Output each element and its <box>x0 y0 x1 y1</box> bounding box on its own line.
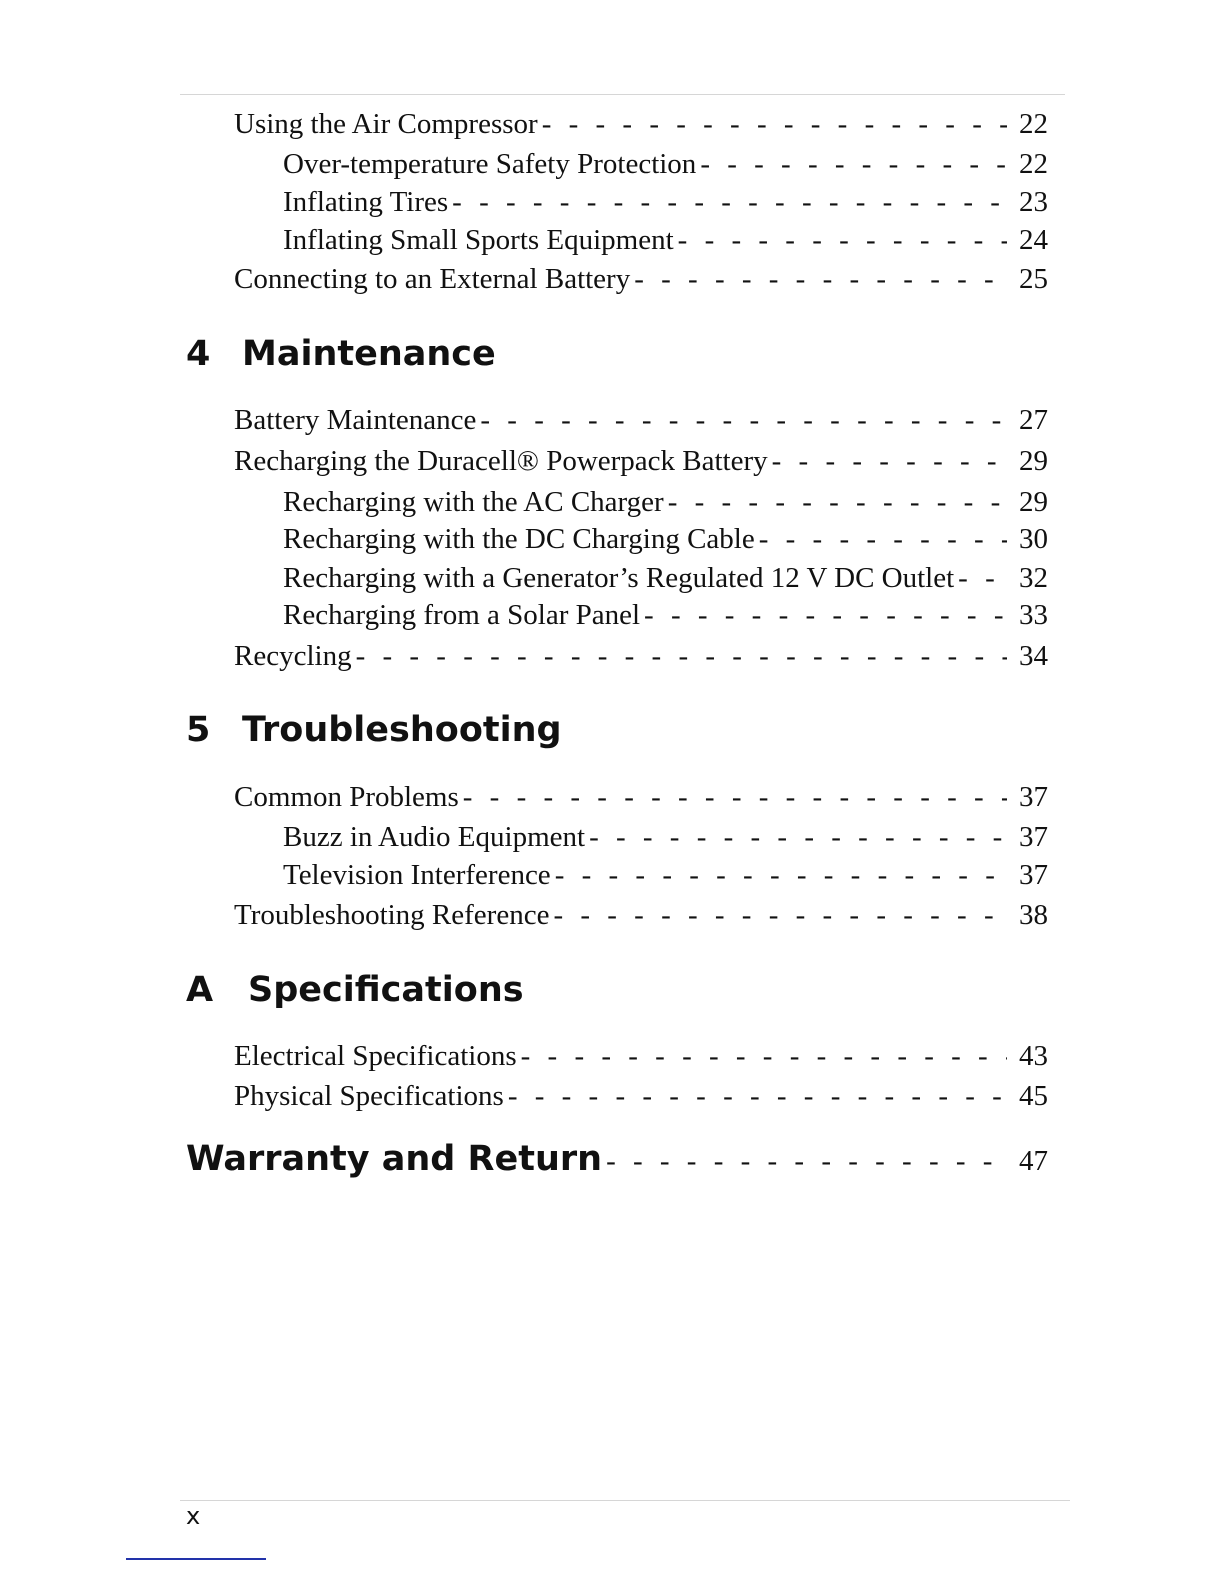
toc-entry-page: 37 <box>1019 821 1048 853</box>
dot-leader <box>772 444 1007 478</box>
dot-leader <box>555 858 1007 892</box>
toc-entry-page: 27 <box>1019 404 1048 436</box>
toc-entry-warranty[interactable] <box>186 1138 1048 1180</box>
toc-entry-page: 24 <box>1019 224 1048 256</box>
toc-entry-page: 22 <box>1019 108 1048 140</box>
toc-entry-page: 29 <box>1019 445 1048 477</box>
toc-entry-page: 34 <box>1019 640 1048 672</box>
toc-entry-page: 32 <box>1019 562 1048 594</box>
chapter-heading-troubleshooting[interactable] <box>186 709 562 751</box>
warranty-page: 47 <box>1019 1145 1048 1177</box>
toc-entry-battery-maintenance[interactable] <box>234 403 1048 437</box>
toc-entry-recycling[interactable] <box>234 639 1048 673</box>
toc-entry-label: Television Interference <box>283 859 551 891</box>
chapter-title: Troubleshooting <box>242 710 562 750</box>
toc-entry-page: 38 <box>1019 899 1048 931</box>
toc-entry-external-battery[interactable] <box>234 262 1048 296</box>
toc-entry-over-temperature[interactable] <box>283 147 1048 181</box>
toc-entry-label: Troubleshooting Reference <box>234 899 550 931</box>
dot-leader <box>463 780 1007 814</box>
toc-entry-troubleshooting-reference[interactable] <box>234 898 1048 932</box>
dot-leader <box>606 1145 1007 1178</box>
dot-leader <box>356 639 1007 673</box>
chapter-number: 5 <box>186 710 211 750</box>
toc-entry-label: Recharging from a Solar Panel <box>283 599 641 631</box>
warranty-label: Warranty and Return <box>186 1139 603 1179</box>
toc-entry-label: Battery Maintenance <box>234 404 477 436</box>
toc-entry-inflating-sports[interactable] <box>283 223 1048 257</box>
toc-entry-label: Electrical Specifications <box>234 1040 517 1072</box>
toc-entry-label: Physical Specifications <box>234 1080 504 1112</box>
toc-entry-page: 25 <box>1019 263 1048 295</box>
dot-leader <box>542 107 1007 141</box>
chapter-heading-specifications[interactable] <box>186 969 524 1011</box>
dot-leader <box>668 485 1007 519</box>
toc-entry-label: Recharging with a Generator’s Regulated 12 V DC Outlet <box>283 562 955 594</box>
toc-entry-label: Recharging with the DC Charging Cable <box>283 523 755 555</box>
toc-entry-recharging-generator[interactable] <box>283 561 1048 595</box>
toc-entry-page: 29 <box>1019 486 1048 518</box>
toc-entry-recharging-solar[interactable] <box>283 598 1048 632</box>
toc-entry-label: Inflating Small Sports Equipment <box>283 224 674 256</box>
chapter-number: A <box>186 970 214 1010</box>
toc-entry-page: 33 <box>1019 599 1048 631</box>
scan-line-bottom <box>180 1500 1070 1501</box>
toc-entry-label: Common Problems <box>234 781 459 813</box>
toc-entry-page: 37 <box>1019 859 1048 891</box>
toc-entry-page: 37 <box>1019 781 1048 813</box>
dot-leader <box>480 403 1007 437</box>
toc-entry-page: 30 <box>1019 523 1048 555</box>
toc-entry-label: Recharging with the AC Charger <box>283 486 664 518</box>
toc-entry-page: 45 <box>1019 1080 1048 1112</box>
toc-entry-electrical-specifications[interactable] <box>234 1039 1048 1073</box>
dot-leader <box>700 147 1007 181</box>
toc-entry-recharging-dc[interactable] <box>283 522 1048 556</box>
toc-entry-label: Over-temperature Safety Protection <box>283 148 697 180</box>
dot-leader <box>759 522 1007 556</box>
dot-leader <box>508 1079 1007 1113</box>
toc-entry-physical-specifications[interactable] <box>234 1079 1048 1113</box>
scan-line-top <box>180 94 1065 95</box>
chapter-number: 4 <box>186 334 211 374</box>
dot-leader <box>644 598 1007 632</box>
toc-entry-label: Recharging the Duracell® Powerpack Battery <box>234 445 768 477</box>
footer-rule <box>126 1558 266 1560</box>
dot-leader <box>678 223 1007 257</box>
toc-entry-label: Inflating Tires <box>283 186 449 218</box>
chapter-title: Maintenance <box>242 334 496 374</box>
toc-entry-label: Recycling <box>234 640 352 672</box>
toc-entry-label: Using the Air Compressor <box>234 108 538 140</box>
dot-leader <box>521 1039 1007 1073</box>
dot-leader <box>634 262 1007 296</box>
toc-entry-common-problems[interactable] <box>234 780 1048 814</box>
toc-entry-page: 23 <box>1019 186 1048 218</box>
toc-entry-buzz-audio[interactable] <box>283 820 1048 854</box>
page-number: x <box>186 1502 201 1530</box>
toc-entry-page: 43 <box>1019 1040 1048 1072</box>
dot-leader <box>958 561 1007 595</box>
toc-entry-label: Buzz in Audio Equipment <box>283 821 586 853</box>
chapter-heading-maintenance[interactable] <box>186 333 496 375</box>
toc-entry-page: 22 <box>1019 148 1048 180</box>
dot-leader <box>589 820 1007 854</box>
toc-entry-inflating-tires[interactable] <box>283 185 1048 219</box>
toc-entry-using-air-compressor[interactable] <box>234 107 1048 141</box>
toc-entry-television-interference[interactable] <box>283 858 1048 892</box>
dot-leader <box>553 898 1007 932</box>
toc-entry-recharging-powerpack[interactable] <box>234 444 1048 478</box>
dot-leader <box>452 185 1007 219</box>
toc-entry-recharging-ac[interactable] <box>283 485 1048 519</box>
chapter-title: Specifications <box>248 970 524 1010</box>
toc-entry-label: Connecting to an External Battery <box>234 263 631 295</box>
